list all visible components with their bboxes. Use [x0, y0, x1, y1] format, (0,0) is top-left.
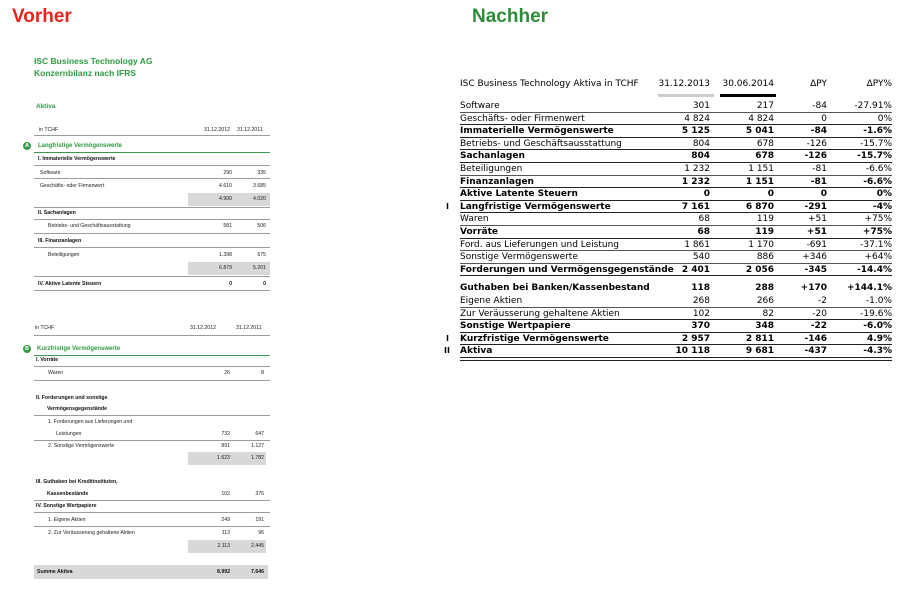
value: 26 [224, 370, 230, 376]
header-label: ISC Business Technology Aktiva in TCHF [460, 79, 639, 89]
table-row [456, 150, 896, 163]
delta-value: -22 [810, 321, 827, 332]
delta-pct: +64% [864, 252, 892, 263]
table-row [456, 125, 896, 138]
divider [34, 512, 270, 513]
divider [34, 290, 270, 291]
total-aktiva-label: Summe Aktiva [37, 569, 73, 575]
divider [34, 415, 270, 416]
value: 113 [221, 530, 230, 536]
value: 335 [257, 170, 266, 176]
row-eigene-aktien: 1. Eigene Aktien [48, 517, 86, 523]
divider [34, 500, 270, 501]
delta-pct: -27.91% [854, 101, 892, 111]
value-2013: 2 401 [681, 264, 710, 275]
subtotal: 5.201 [253, 265, 266, 271]
table-row [456, 138, 896, 151]
value-2013: 1 232 [684, 163, 710, 174]
value: 1.398 [219, 252, 232, 258]
divider [34, 178, 270, 179]
divider [34, 135, 270, 136]
value-2014: 2 056 [745, 264, 774, 275]
subtotal: 4.900 [219, 196, 232, 202]
total-value: 7.646 [251, 569, 264, 575]
delta-pct: 0% [877, 113, 892, 124]
value: 4.610 [219, 183, 232, 189]
value: 3.685 [253, 183, 266, 189]
value-2014: 288 [755, 283, 774, 294]
table-header [456, 78, 896, 92]
value-2014: 6 870 [745, 201, 774, 212]
aktiva-table [444, 78, 896, 358]
date-col2: 31.12.2011 [237, 127, 263, 133]
value-2013: 102 [692, 308, 710, 319]
row-label: Langfristige Vermögenswerte [460, 201, 611, 212]
group-forderungen-2: Vermögensgegenstände [47, 406, 107, 412]
value-2014: 2 811 [745, 333, 774, 344]
value-2014: 1 151 [748, 163, 774, 174]
delta-pct: -15.7% [857, 151, 892, 162]
company-name: ISC Business Technology AG [34, 56, 153, 66]
row-leistungen: Leistungen [56, 431, 82, 437]
header-bars [456, 92, 896, 100]
group-guthaben: III. Guthaben bei Kreditinstituten, [36, 479, 118, 485]
badge-b: B [23, 345, 31, 353]
group-forderungen: II. Forderungen und sonstige [36, 395, 108, 401]
value: 249 [221, 517, 230, 523]
delta-value: -20 [812, 308, 827, 319]
value-2014: 82 [762, 308, 774, 319]
value-2014: 678 [755, 151, 774, 162]
delta-value: -345 [804, 264, 827, 275]
delta-value: -126 [804, 151, 827, 162]
divider [34, 335, 270, 336]
value-2013: 7 161 [681, 201, 710, 212]
delta-pct: -19.6% [860, 308, 892, 319]
delta-pct: -1.6% [863, 126, 892, 137]
total-value: 8.992 [217, 569, 230, 575]
value: 647 [255, 431, 264, 437]
block-a-title: Langfristige Vermögenswerte [38, 143, 123, 149]
date-col1: 31.12.2012 [190, 325, 216, 331]
row-bga: Betriebs- und Geschäftsausstattung [48, 223, 131, 229]
row-kassenbestaende: Kassenbestände [47, 491, 89, 497]
value: 732 [221, 431, 230, 437]
table-row [456, 226, 896, 239]
delta-pct: -6.0% [863, 321, 892, 332]
row-ford-ll: 1. Forderungen aus Lieferungen und [48, 419, 133, 425]
subtotal: 2.113 [217, 543, 230, 549]
delta-value: -81 [810, 176, 827, 187]
group-wertpapiere: IV. Sonstige Wertpapiere [36, 503, 97, 509]
table-row [456, 213, 896, 226]
header-date2: 30.06.2014 [722, 79, 774, 89]
value-2014: 1 151 [745, 176, 774, 187]
header-delta: ΔPY [810, 79, 827, 89]
table-row [456, 251, 896, 264]
divider [34, 247, 270, 248]
row-label: Waren [460, 214, 489, 225]
value-2014: 119 [756, 214, 774, 225]
table-row [446, 201, 896, 214]
table-row [456, 239, 896, 252]
badge-a: A [23, 142, 31, 150]
value-2013: 0 [703, 189, 710, 200]
table-row [456, 308, 896, 321]
before-title: Vorher [12, 6, 72, 27]
row-label: Geschäfts- oder Firmenwert [460, 113, 585, 124]
value-2013: 1 232 [681, 176, 710, 187]
row-label: Guthaben bei Banken/Kassenbestand [460, 283, 650, 294]
row-label: Betriebs- und Geschäftsausstattung [460, 138, 622, 149]
row-label: Vorräte [460, 226, 499, 237]
delta-pct: -1.0% [865, 295, 892, 306]
row-label: Kurzfristige Vermögenswerte [460, 333, 609, 344]
group-latente-steuern: IV. Aktive Latente Steuern [38, 281, 102, 287]
bar-current [720, 94, 776, 97]
delta-value: -126 [806, 138, 827, 149]
value: 102 [221, 491, 230, 497]
value: 1.127 [251, 443, 264, 449]
divider [34, 440, 270, 441]
section-aktiva: Aktiva [36, 103, 56, 110]
delta-value: -437 [804, 346, 827, 357]
value-2014: 0 [767, 189, 774, 200]
delta-value: -146 [804, 333, 827, 344]
delta-pct: 0% [876, 189, 892, 200]
delta-value: +170 [800, 283, 827, 294]
value: 891 [221, 443, 230, 449]
row-label: Finanzanlagen [460, 176, 534, 187]
row-beteiligungen: Beteiligungen [48, 252, 80, 258]
delta-pct: -6.6% [863, 176, 892, 187]
divider [34, 526, 270, 527]
unit-label: in TCHF [35, 325, 55, 331]
row-label: Sonstige Vermögenswerte [460, 252, 578, 263]
divider [34, 152, 270, 153]
table-row [456, 295, 896, 308]
value-2014: 4 824 [748, 113, 774, 124]
group-immaterielle: I. Immaterielle Vermögenswerte [38, 156, 116, 162]
value: 506 [257, 223, 266, 229]
value-2014: 1 170 [748, 239, 774, 250]
subtotal: 6.879 [219, 265, 232, 271]
delta-pct: -37.1% [860, 239, 892, 250]
row-label: Sonstige Wertpapiere [460, 321, 571, 332]
header-delta-pct: ΔPY% [866, 79, 892, 89]
row-veraeusserung: 2. Zur Veräusserung gehaltene Aktien [48, 530, 135, 536]
header-date1: 31.12.2013 [658, 79, 710, 89]
roman-marker: II [444, 346, 450, 356]
delta-pct: -14.4% [857, 264, 892, 275]
table-row [456, 113, 896, 126]
value-2013: 68 [698, 214, 710, 225]
value-2014: 886 [756, 252, 774, 263]
delta-pct: -6.6% [865, 163, 892, 174]
row-label: Aktiva [460, 346, 493, 357]
value: 0 [263, 281, 266, 287]
row-label: Sachanlagen [460, 151, 525, 162]
delta-pct: +75% [864, 214, 892, 225]
value-2013: 4 824 [684, 113, 710, 124]
delta-value: +51 [808, 214, 827, 225]
value-2013: 10 118 [675, 346, 710, 357]
row-label: Ford. aus Lieferungen und Leistung [460, 239, 620, 250]
subtotal: 2.445 [251, 543, 264, 549]
delta-value: -291 [804, 201, 827, 212]
delta-value: -2 [818, 295, 827, 306]
value-2013: 1 861 [684, 239, 710, 250]
table-row [456, 176, 896, 189]
subtotal: 1.782 [251, 455, 264, 461]
value-2014: 348 [755, 321, 774, 332]
row-label: Forderungen und Vermögensgegenstände [460, 264, 674, 275]
value: 581 [223, 223, 232, 229]
divider [34, 355, 270, 356]
delta-pct: +144.1% [846, 283, 892, 294]
row-software: Software [40, 170, 61, 176]
row-label: Beteiligungen [460, 163, 523, 174]
table-row [446, 333, 896, 346]
table-row [456, 188, 896, 201]
group-vorraete: I. Vorräte [36, 357, 59, 363]
unit-label: in TCHF [39, 127, 59, 133]
value-2013: 268 [692, 295, 710, 306]
value-2014: 9 681 [745, 346, 774, 357]
roman-marker: I [446, 201, 449, 211]
value-2013: 68 [697, 226, 710, 237]
divider [34, 366, 270, 367]
value: 191 [255, 517, 264, 523]
group-sachanlagen: II. Sachanlagen [38, 210, 76, 216]
delta-value: -691 [806, 239, 827, 250]
table-row [444, 345, 896, 358]
row-label: Zur Veräusserung gehaltene Aktien [460, 308, 620, 319]
subtotal: 1.623 [217, 455, 230, 461]
delta-pct: 4.9% [867, 333, 892, 344]
value-2014: 119 [755, 226, 774, 237]
value-2014: 266 [756, 295, 774, 306]
row-label: Software [460, 101, 500, 111]
date-col1: 31.12.2012 [204, 127, 230, 133]
row-waren: Waren [48, 370, 64, 376]
row-label: Eigene Aktien [460, 295, 523, 306]
divider [34, 276, 270, 277]
value-2014: 678 [756, 138, 774, 149]
date-col2: 31.12.2011 [236, 325, 262, 331]
divider [34, 165, 270, 166]
value-2014: 217 [756, 101, 774, 111]
delta-value: 0 [820, 189, 827, 200]
report-subtitle: Konzernbilanz nach IFRS [34, 68, 137, 78]
value: 0 [229, 281, 232, 287]
divider [34, 219, 270, 220]
table-row [456, 163, 896, 176]
table-row [456, 100, 896, 113]
value: 376 [255, 491, 264, 497]
row-label: Immaterielle Vermögenswerte [460, 126, 614, 137]
value-2014: 5 041 [745, 126, 774, 137]
delta-value: -84 [810, 126, 827, 137]
table-row [456, 320, 896, 333]
delta-value: 0 [821, 113, 827, 124]
delta-value: -84 [812, 101, 827, 111]
divider [34, 233, 270, 234]
delta-pct: -4.3% [863, 346, 892, 357]
value-2013: 301 [692, 101, 710, 111]
value-2013: 804 [691, 151, 710, 162]
divider [34, 207, 270, 208]
row-firmenwert: Geschäfts- oder Firmenwert [40, 183, 105, 189]
value-2013: 5 125 [681, 126, 710, 137]
value-2013: 540 [692, 252, 710, 263]
delta-value: -81 [812, 163, 827, 174]
delta-pct: +75% [862, 226, 892, 237]
value-2013: 804 [692, 138, 710, 149]
group-finanzanlagen: III. Finanzanlagen [38, 238, 82, 244]
table-row [456, 264, 896, 277]
delta-pct: -15.7% [860, 138, 892, 149]
value: 96 [258, 530, 264, 536]
delta-pct: -4% [872, 201, 892, 212]
block-b-title: Kurzfristige Vermögenswerte [37, 346, 121, 352]
value: 8 [261, 370, 264, 376]
value: 290 [223, 170, 232, 176]
divider [34, 380, 270, 381]
value-2013: 118 [691, 283, 710, 294]
table-row [456, 282, 896, 295]
row-label: Aktive Latente Steuern [460, 189, 578, 200]
roman-marker: I [446, 333, 449, 343]
bar-prior [658, 94, 714, 97]
value: 675 [257, 252, 266, 258]
value-2013: 2 957 [681, 333, 710, 344]
subtotal: 4.020 [253, 196, 266, 202]
value-2013: 370 [691, 321, 710, 332]
delta-value: +346 [802, 252, 827, 263]
delta-value: +51 [806, 226, 827, 237]
after-title: Nachher [472, 6, 549, 27]
row-sonstige-vw: 2. Sonstige Vermögenswerte [48, 443, 115, 449]
double-underline [460, 360, 892, 361]
